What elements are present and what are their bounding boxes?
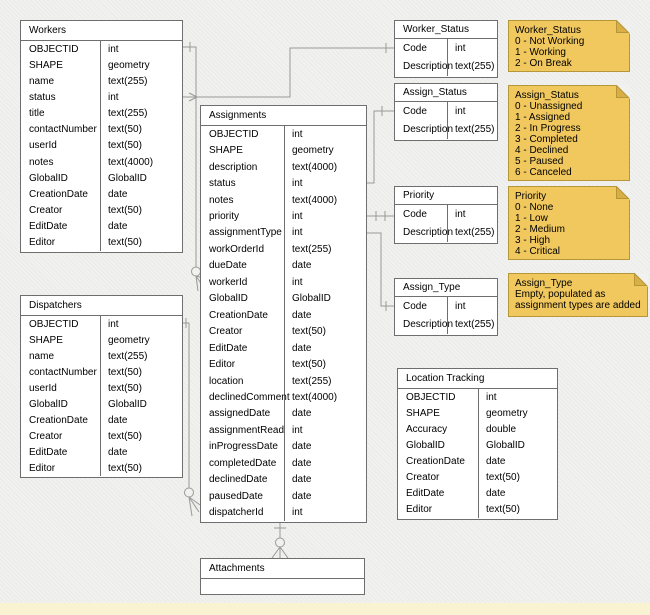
field-type: text(255)	[108, 75, 148, 87]
field-type: text(50)	[108, 366, 142, 378]
field-row	[201, 422, 366, 438]
field-name: priority	[201, 208, 285, 224]
note-fold-icon	[616, 186, 630, 200]
field-name: location	[201, 373, 285, 389]
field-name: userId	[21, 138, 101, 154]
field-type: GlobalID	[292, 293, 331, 305]
note-fold-icon	[616, 85, 630, 99]
field-row	[398, 454, 557, 470]
field-name: Code	[395, 297, 448, 316]
field-name: GlobalID	[201, 291, 285, 307]
field-type: text(50)	[108, 382, 142, 394]
field-type: date	[108, 446, 128, 458]
field-name: dueDate	[201, 258, 285, 274]
field-name: Description	[395, 58, 448, 77]
field-name: title	[21, 106, 101, 122]
field-type: date	[292, 342, 312, 354]
field-row	[21, 122, 182, 138]
field-name: GlobalID	[21, 170, 101, 186]
field-row	[201, 389, 366, 405]
entity-assign-type	[394, 278, 498, 336]
field-row	[21, 154, 182, 170]
sticky-note-assign-type	[508, 273, 648, 317]
field-row	[201, 241, 366, 257]
relation-dispatchers-assignments	[183, 318, 200, 516]
field-row	[21, 412, 182, 428]
field-row	[395, 39, 497, 58]
field-type: text(50)	[486, 504, 520, 516]
field-row	[398, 437, 557, 453]
field-type: date	[292, 260, 312, 272]
field-name: Description	[395, 316, 448, 335]
field-type: text(255)	[455, 319, 495, 331]
field-name: EditDate	[21, 219, 101, 235]
field-row	[21, 316, 182, 332]
entity-priority	[394, 186, 498, 244]
field-name: contactNumber	[21, 122, 101, 138]
field-row	[201, 192, 366, 208]
field-name: declinedComment	[201, 389, 285, 405]
note-line: 2 - Medium	[515, 224, 566, 235]
field-name: SHAPE	[201, 142, 285, 158]
field-row	[398, 502, 557, 518]
entity-title: Attachments	[201, 559, 364, 579]
field-type: date	[108, 221, 128, 233]
entity-body	[398, 389, 557, 518]
entity-title: Location Tracking	[398, 369, 557, 389]
field-row	[395, 102, 497, 121]
field-row	[398, 405, 557, 421]
field-type: int	[486, 391, 497, 403]
field-type: int	[108, 91, 119, 103]
connector-line	[367, 111, 394, 183]
field-row	[21, 170, 182, 186]
field-type: int	[455, 300, 466, 312]
field-name: completedDate	[201, 455, 285, 471]
field-name: status	[201, 175, 285, 191]
field-row	[201, 208, 366, 224]
field-name: workerId	[201, 274, 285, 290]
note-fold-icon	[634, 273, 648, 287]
field-row	[21, 348, 182, 364]
field-type: text(50)	[108, 140, 142, 152]
field-type: text(255)	[455, 61, 495, 73]
note-line: 6 - Canceled	[515, 167, 572, 178]
field-row	[201, 356, 366, 372]
field-type: int	[292, 128, 303, 140]
field-row	[21, 332, 182, 348]
field-type: int	[455, 208, 466, 220]
field-name: Code	[395, 39, 448, 58]
field-row	[21, 57, 182, 73]
field-name: EditDate	[398, 486, 479, 502]
field-type: text(50)	[108, 237, 142, 249]
field-type: date	[292, 441, 312, 453]
field-type: text(50)	[108, 204, 142, 216]
field-row	[21, 138, 182, 154]
field-type: GlobalID	[486, 439, 525, 451]
field-name: assignmentRead	[201, 422, 285, 438]
field-row	[395, 58, 497, 77]
entity-title: Worker_Status	[395, 21, 497, 39]
field-type: text(255)	[292, 375, 332, 387]
crowfoot-many-icon	[189, 497, 200, 516]
field-type: text(255)	[108, 108, 148, 120]
field-name: EditDate	[201, 340, 285, 356]
note-title: Assign_Status	[515, 90, 579, 101]
field-type: geometry	[292, 145, 334, 157]
field-row	[21, 73, 182, 89]
field-type: text(50)	[486, 472, 520, 484]
field-type: double	[486, 423, 517, 435]
entity-worker-status	[394, 20, 498, 78]
entity-title: Workers	[21, 21, 182, 41]
note-line: assignment types are added	[515, 300, 641, 311]
field-row	[21, 219, 182, 235]
field-row	[395, 224, 497, 243]
sticky-note-worker-status	[508, 20, 630, 72]
entity-body	[395, 297, 497, 334]
field-row	[201, 406, 366, 422]
field-row	[398, 470, 557, 486]
connector-line	[183, 323, 189, 488]
note-line: 1 - Working	[515, 47, 566, 58]
field-type: int	[455, 105, 466, 117]
field-type: text(50)	[108, 430, 142, 442]
field-type: geometry	[108, 334, 150, 346]
field-name: Editor	[201, 356, 285, 372]
field-name: OBJECTID	[21, 41, 101, 57]
field-row	[201, 258, 366, 274]
zero-circle	[276, 538, 285, 547]
entity-attachments	[200, 558, 365, 595]
field-type: text(50)	[108, 124, 142, 136]
field-name: userId	[21, 380, 101, 396]
field-type: text(4000)	[108, 156, 154, 168]
field-row	[21, 186, 182, 202]
field-name: GlobalID	[21, 396, 101, 412]
entity-body	[201, 579, 364, 593]
field-type: date	[292, 309, 312, 321]
zero-circle	[185, 488, 194, 497]
field-name: workOrderId	[201, 241, 285, 257]
field-type: text(255)	[292, 243, 332, 255]
field-row	[21, 364, 182, 380]
sticky-note-assign-status	[508, 85, 630, 181]
field-name: dispatcherId	[201, 504, 285, 520]
note-title: Assign_Type	[515, 278, 573, 289]
field-name: status	[21, 89, 101, 105]
field-row	[398, 486, 557, 502]
field-type: text(4000)	[292, 161, 338, 173]
field-name: name	[21, 348, 101, 364]
field-type: int	[292, 507, 303, 519]
field-type: GlobalID	[108, 172, 147, 184]
field-name: EditDate	[21, 444, 101, 460]
field-name: OBJECTID	[21, 316, 101, 332]
field-row	[21, 41, 182, 57]
connector-line	[183, 48, 394, 97]
field-name: Creator	[398, 470, 479, 486]
field-type: date	[486, 488, 506, 500]
field-row	[201, 159, 366, 175]
field-type: int	[292, 424, 303, 436]
note-line: 1 - Low	[515, 213, 548, 224]
entity-location-tracking	[397, 368, 558, 520]
field-type: text(50)	[108, 462, 142, 474]
field-type: text(50)	[292, 326, 326, 338]
field-name: CreationDate	[201, 307, 285, 323]
field-type: date	[292, 490, 312, 502]
note-title: Worker_Status	[515, 25, 581, 36]
field-type: int	[292, 227, 303, 239]
field-row	[201, 488, 366, 504]
note-line: 3 - Completed	[515, 134, 578, 145]
field-name: CreationDate	[398, 454, 479, 470]
field-name: CreationDate	[21, 412, 101, 428]
note-line: 0 - Not Working	[515, 36, 585, 47]
field-row	[398, 421, 557, 437]
field-row	[201, 472, 366, 488]
field-row	[395, 205, 497, 224]
entity-title: Assign_Type	[395, 279, 497, 297]
entity-assign-status	[394, 83, 498, 141]
field-type: int	[292, 178, 303, 190]
note-line: 5 - Paused	[515, 156, 564, 167]
entity-title: Dispatchers	[21, 296, 182, 316]
field-name: declinedDate	[201, 472, 285, 488]
field-row	[21, 444, 182, 460]
field-name: Editor	[21, 460, 101, 476]
field-name: description	[201, 159, 285, 175]
entity-title: Assign_Status	[395, 84, 497, 102]
field-row	[201, 504, 366, 520]
field-name: assignmentType	[201, 225, 285, 241]
note-fold-icon	[616, 20, 630, 34]
entity-body	[395, 102, 497, 139]
field-name: contactNumber	[21, 364, 101, 380]
note-line: Empty, populated as	[515, 289, 606, 300]
field-type: int	[108, 43, 119, 55]
field-row	[201, 274, 366, 290]
field-type: text(255)	[455, 227, 495, 239]
field-row	[21, 106, 182, 122]
field-name: name	[21, 73, 101, 89]
field-row	[395, 316, 497, 335]
field-row	[201, 307, 366, 323]
field-type: int	[292, 276, 303, 288]
field-row	[201, 455, 366, 471]
note-line: 0 - Unassigned	[515, 101, 583, 112]
field-name: notes	[201, 192, 285, 208]
field-type: date	[292, 474, 312, 486]
field-type: geometry	[486, 407, 528, 419]
entity-workers	[20, 20, 183, 253]
entity-title: Assignments	[201, 106, 366, 126]
field-row	[201, 373, 366, 389]
field-name: CreationDate	[21, 186, 101, 202]
field-row	[21, 380, 182, 396]
field-row	[201, 175, 366, 191]
note-line: 0 - None	[515, 202, 554, 213]
field-row	[201, 340, 366, 356]
field-name: Creator	[21, 428, 101, 444]
entity-assignments	[200, 105, 367, 523]
connector-line	[367, 233, 394, 306]
field-row	[21, 428, 182, 444]
field-type: text(4000)	[292, 194, 338, 206]
field-row	[201, 126, 366, 142]
crowfoot-many-icon	[272, 547, 288, 558]
relation-assignments-assign-status	[367, 106, 394, 183]
entity-dispatchers	[20, 295, 183, 478]
relation-assignments-attachments	[272, 523, 288, 558]
field-type: date	[108, 414, 128, 426]
field-type: date	[108, 188, 128, 200]
field-name: pausedDate	[201, 488, 285, 504]
note-line: 4 - Critical	[515, 246, 561, 257]
field-row	[201, 225, 366, 241]
field-row	[395, 121, 497, 140]
field-row	[201, 291, 366, 307]
field-name: Code	[395, 102, 448, 121]
field-name: Description	[395, 121, 448, 140]
field-name: Code	[395, 205, 448, 224]
field-type: int	[455, 42, 466, 54]
field-row	[201, 439, 366, 455]
field-type: date	[292, 408, 312, 420]
field-type: text(50)	[292, 359, 326, 371]
page-background-strip	[0, 603, 650, 615]
field-type: geometry	[108, 59, 150, 71]
field-type: text(4000)	[292, 391, 338, 403]
field-name: OBJECTID	[398, 389, 479, 405]
field-name: OBJECTID	[201, 126, 285, 142]
field-name: notes	[21, 154, 101, 170]
note-title: Priority	[515, 191, 547, 202]
field-type: date	[486, 456, 506, 468]
field-row	[21, 202, 182, 218]
connector-line	[183, 47, 196, 267]
field-type: date	[292, 457, 312, 469]
entity-title: Priority	[395, 187, 497, 205]
field-type: text(255)	[108, 350, 148, 362]
field-name: inProgressDate	[201, 439, 285, 455]
field-row	[395, 297, 497, 316]
field-name: Editor	[398, 502, 479, 518]
note-line: 2 - In Progress	[515, 123, 581, 134]
field-row	[21, 235, 182, 251]
field-name: Description	[395, 224, 448, 243]
field-name: GlobalID	[398, 437, 479, 453]
note-line: 2 - On Break	[515, 58, 572, 69]
field-type: int	[108, 318, 119, 330]
relation-assignments-priority	[367, 211, 394, 221]
field-type: text(255)	[455, 124, 495, 136]
field-name: assignedDate	[201, 406, 285, 422]
entity-body	[201, 126, 366, 521]
note-line: 4 - Declined	[515, 145, 569, 156]
sticky-note-priority	[508, 186, 630, 260]
field-name: Editor	[21, 235, 101, 251]
field-name: Creator	[21, 202, 101, 218]
field-row	[21, 89, 182, 105]
relation-workers-worker-status	[183, 43, 394, 101]
note-line: 3 - High	[515, 235, 551, 246]
entity-body	[395, 39, 497, 76]
entity-body	[21, 41, 182, 251]
field-row	[201, 323, 366, 339]
note-line: 1 - Assigned	[515, 112, 571, 123]
field-row	[398, 389, 557, 405]
field-name: Accuracy	[398, 421, 479, 437]
field-name: Creator	[201, 323, 285, 339]
field-type: int	[292, 210, 303, 222]
field-name: SHAPE	[21, 57, 101, 73]
field-row	[21, 460, 182, 476]
field-type: GlobalID	[108, 398, 147, 410]
entity-body	[21, 316, 182, 476]
entity-body	[395, 205, 497, 242]
field-name: SHAPE	[398, 405, 479, 421]
field-row	[21, 396, 182, 412]
relation-assignments-assign-type	[367, 233, 394, 311]
field-row	[201, 142, 366, 158]
field-name: SHAPE	[21, 332, 101, 348]
